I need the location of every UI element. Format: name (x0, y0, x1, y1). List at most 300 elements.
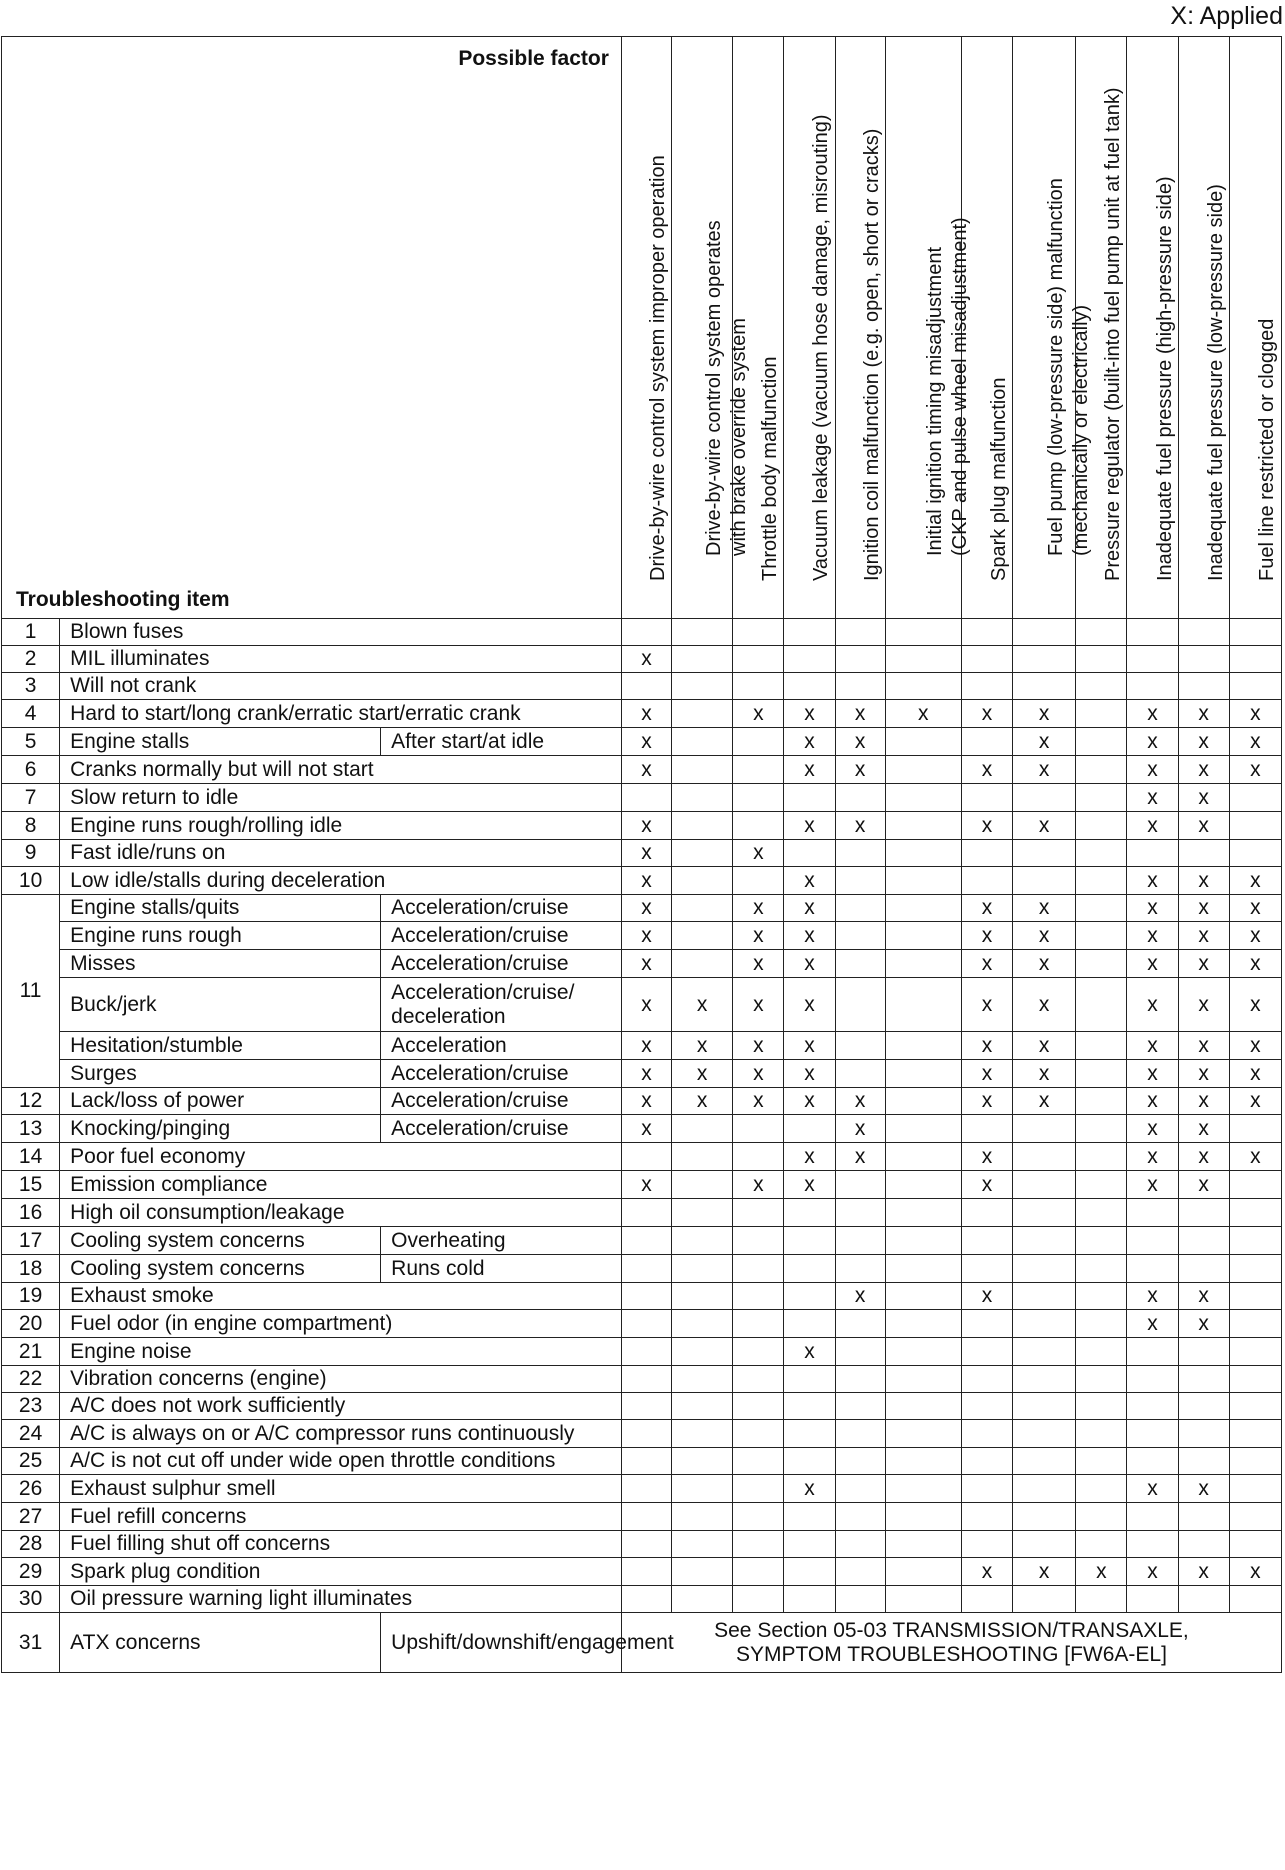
row-item: Slow return to idle (60, 784, 622, 812)
applied-mark: x (733, 1088, 784, 1115)
applied-mark: x (733, 840, 784, 867)
applied-mark (672, 1503, 733, 1531)
applied-mark: x (1013, 812, 1076, 840)
applied-mark: x (621, 840, 671, 867)
applied-mark: x (1127, 950, 1178, 978)
applied-mark (1178, 1531, 1229, 1558)
applied-mark: x (1127, 1171, 1178, 1199)
applied-mark (672, 673, 733, 700)
applied-mark: x (1229, 1143, 1281, 1171)
row-item: Cooling system concerns (60, 1227, 381, 1255)
applied-mark (733, 1255, 784, 1283)
applied-mark: x (1178, 784, 1229, 812)
row-number: 19 (2, 1283, 60, 1310)
applied-mark (672, 1448, 733, 1475)
row-item: Knocking/pinging (60, 1115, 381, 1143)
applied-mark (1229, 619, 1281, 646)
row-number: 22 (2, 1366, 60, 1393)
applied-mark (733, 1143, 784, 1171)
applied-mark: x (733, 950, 784, 978)
applied-mark (1127, 1199, 1178, 1227)
row-number: 1 (2, 619, 60, 646)
applied-mark (1178, 673, 1229, 700)
applied-mark (961, 646, 1012, 673)
applied-mark (733, 673, 784, 700)
table-row (2, 1199, 1282, 1227)
legend-applied: X: Applied (1170, 2, 1283, 30)
applied-mark (733, 646, 784, 673)
applied-mark (621, 1558, 671, 1586)
table-row (2, 1310, 1282, 1338)
applied-mark: x (1013, 756, 1076, 784)
row-number: 7 (2, 784, 60, 812)
applied-mark (1076, 1393, 1127, 1420)
applied-mark (885, 895, 961, 922)
factor-label: Drive-by-wire control system improper operation (647, 155, 670, 581)
table-row (2, 1088, 1282, 1115)
applied-mark: x (1178, 1060, 1229, 1088)
row-number: 27 (2, 1503, 60, 1531)
applied-mark (733, 1366, 784, 1393)
row-item: Fuel filling shut off concerns (60, 1531, 622, 1558)
applied-mark (961, 784, 1012, 812)
applied-mark (835, 1393, 885, 1420)
applied-mark (672, 1199, 733, 1227)
applied-mark: x (961, 756, 1012, 784)
applied-mark: x (784, 812, 835, 840)
applied-mark (1013, 1143, 1076, 1171)
applied-mark (1178, 1393, 1229, 1420)
applied-mark: x (1013, 950, 1076, 978)
applied-mark (621, 1143, 671, 1171)
row-number: 11 (2, 895, 60, 1088)
row-item: Exhaust smoke (60, 1283, 622, 1310)
applied-mark (672, 950, 733, 978)
applied-mark (961, 1531, 1012, 1558)
applied-mark (1013, 1420, 1076, 1448)
applied-mark (1229, 1199, 1281, 1227)
applied-mark: x (1127, 1143, 1178, 1171)
applied-mark: x (961, 1060, 1012, 1088)
applied-mark (961, 1586, 1012, 1613)
applied-mark (672, 1586, 733, 1613)
applied-mark: x (621, 700, 671, 728)
applied-mark (885, 978, 961, 1032)
factor-header (1178, 37, 1229, 619)
applied-mark (1229, 1448, 1281, 1475)
applied-mark (1127, 840, 1178, 867)
row-number: 31 (2, 1613, 60, 1673)
factor-label: Throttle body malfunction (759, 356, 782, 581)
row-item: Engine runs rough (60, 922, 381, 950)
applied-mark (784, 1115, 835, 1143)
applied-mark (1127, 1227, 1178, 1255)
applied-mark (621, 673, 671, 700)
applied-mark: x (1178, 867, 1229, 895)
applied-mark (672, 922, 733, 950)
applied-mark: x (1229, 756, 1281, 784)
applied-mark (835, 1366, 885, 1393)
factor-header (733, 37, 784, 619)
row-item: Poor fuel economy (60, 1143, 622, 1171)
row-condition: Acceleration/cruise (381, 1088, 622, 1115)
applied-mark (1076, 646, 1127, 673)
row-item: Cooling system concerns (60, 1255, 381, 1283)
applied-mark (672, 1227, 733, 1255)
applied-mark (1013, 1586, 1076, 1613)
applied-mark (1127, 673, 1178, 700)
applied-mark: x (621, 1088, 671, 1115)
applied-mark: x (1127, 1032, 1178, 1060)
applied-mark: x (1127, 700, 1178, 728)
applied-mark (784, 1558, 835, 1586)
applied-mark: x (733, 978, 784, 1032)
applied-mark (733, 1283, 784, 1310)
applied-mark (733, 784, 784, 812)
applied-mark (1076, 1032, 1127, 1060)
row-number: 9 (2, 840, 60, 867)
applied-mark (1229, 1255, 1281, 1283)
table-row (2, 1586, 1282, 1613)
applied-mark: x (1013, 700, 1076, 728)
applied-mark (961, 1338, 1012, 1366)
applied-mark (1127, 1338, 1178, 1366)
applied-mark (672, 784, 733, 812)
row-condition: Runs cold (381, 1255, 622, 1283)
applied-mark: x (621, 1060, 671, 1088)
applied-mark (835, 1060, 885, 1088)
applied-mark (885, 673, 961, 700)
applied-mark: x (621, 950, 671, 978)
row-condition: Acceleration/cruise (381, 1060, 622, 1088)
applied-mark (1076, 1199, 1127, 1227)
applied-mark (1013, 1199, 1076, 1227)
factor-label: Inadequate fuel pressure (high-pressure side) (1153, 176, 1176, 581)
applied-mark: x (784, 1032, 835, 1060)
applied-mark (1178, 1366, 1229, 1393)
applied-mark (885, 1255, 961, 1283)
applied-mark (1178, 1338, 1229, 1366)
see-section-note: See Section 05-03 TRANSMISSION/TRANSAXLE, SYMPTOM TROUBLESHOOTING [FW6A-EL] (621, 1613, 1281, 1673)
applied-mark: x (1229, 700, 1281, 728)
applied-mark (961, 673, 1012, 700)
applied-mark (1013, 1366, 1076, 1393)
applied-mark: x (784, 1475, 835, 1503)
applied-mark (885, 867, 961, 895)
applied-mark: x (835, 700, 885, 728)
applied-mark (885, 1475, 961, 1503)
applied-mark (621, 1199, 671, 1227)
applied-mark (1229, 1420, 1281, 1448)
applied-mark: x (784, 700, 835, 728)
row-item: Exhaust sulphur smell (60, 1475, 622, 1503)
row-condition: Acceleration/cruise (381, 895, 622, 922)
applied-mark (621, 1255, 671, 1283)
table-row (2, 756, 1282, 784)
applied-mark (835, 1255, 885, 1283)
applied-mark (885, 1338, 961, 1366)
applied-mark: x (784, 950, 835, 978)
row-number: 2 (2, 646, 60, 673)
applied-mark: x (1127, 756, 1178, 784)
row-number: 15 (2, 1171, 60, 1199)
applied-mark (1076, 812, 1127, 840)
factor-header (961, 37, 1012, 619)
applied-mark (621, 1393, 671, 1420)
applied-mark: x (1127, 1558, 1178, 1586)
applied-mark (1076, 840, 1127, 867)
applied-mark: x (1178, 1088, 1229, 1115)
factor-header (672, 37, 751, 619)
applied-mark (1076, 1420, 1127, 1448)
factor-label: Inadequate fuel pressure (low-pressure side) (1204, 184, 1227, 581)
applied-mark (733, 728, 784, 756)
row-item: High oil consumption/leakage (60, 1199, 622, 1227)
row-number: 14 (2, 1143, 60, 1171)
applied-mark: x (672, 978, 733, 1032)
table-row (2, 1143, 1282, 1171)
applied-mark (784, 673, 835, 700)
applied-mark (835, 978, 885, 1032)
applied-mark (1178, 1227, 1229, 1255)
applied-mark (621, 1531, 671, 1558)
applied-mark (835, 784, 885, 812)
applied-mark (733, 1310, 784, 1338)
row-condition: Acceleration/cruise (381, 922, 622, 950)
applied-mark: x (961, 895, 1012, 922)
applied-mark: x (835, 1115, 885, 1143)
applied-mark: x (733, 1060, 784, 1088)
applied-mark (885, 1227, 961, 1255)
applied-mark (885, 1032, 961, 1060)
factor-label: Spark plug malfunction (988, 377, 1010, 581)
applied-mark (672, 756, 733, 784)
applied-mark: x (961, 1088, 1012, 1115)
applied-mark (1013, 1255, 1076, 1283)
row-number: 20 (2, 1310, 60, 1338)
row-number: 12 (2, 1088, 60, 1115)
applied-mark (885, 756, 961, 784)
applied-mark (1229, 1366, 1281, 1393)
table-row (2, 950, 1282, 978)
table-row (2, 978, 1282, 1032)
row-item: Will not crank (60, 673, 622, 700)
applied-mark: x (1178, 1143, 1229, 1171)
applied-mark (1013, 840, 1076, 867)
row-condition: Overheating (381, 1227, 622, 1255)
applied-mark: x (1178, 1171, 1229, 1199)
row-number: 25 (2, 1448, 60, 1475)
applied-mark (672, 1171, 733, 1199)
table-row (2, 1032, 1282, 1060)
applied-mark (835, 673, 885, 700)
applied-mark (961, 1366, 1012, 1393)
applied-mark (1013, 619, 1076, 646)
factor-label: Vacuum leakage (vacuum hose damage, misrouting) (810, 114, 833, 581)
applied-mark (885, 1310, 961, 1338)
applied-mark: x (1127, 922, 1178, 950)
applied-mark (733, 1558, 784, 1586)
applied-mark: x (784, 756, 835, 784)
applied-mark: x (1127, 784, 1178, 812)
applied-mark (621, 1310, 671, 1338)
applied-mark (835, 646, 885, 673)
applied-mark (1013, 1338, 1076, 1366)
applied-mark (621, 1366, 671, 1393)
applied-mark: x (1229, 1032, 1281, 1060)
applied-mark (733, 1393, 784, 1420)
applied-mark (1229, 646, 1281, 673)
troubleshooting-table (1, 36, 1282, 1673)
applied-mark (885, 1283, 961, 1310)
applied-mark: x (1178, 1558, 1229, 1586)
applied-mark: x (621, 922, 671, 950)
applied-mark (1127, 1586, 1178, 1613)
table-row (2, 812, 1282, 840)
table-row (2, 1338, 1282, 1366)
applied-mark (885, 619, 961, 646)
applied-mark (1013, 1475, 1076, 1503)
applied-mark (961, 1227, 1012, 1255)
applied-mark (885, 1393, 961, 1420)
table-row (2, 1171, 1282, 1199)
applied-mark (733, 1475, 784, 1503)
applied-mark: x (621, 867, 671, 895)
applied-mark: x (961, 812, 1012, 840)
applied-mark: x (1229, 922, 1281, 950)
row-number: 23 (2, 1393, 60, 1420)
applied-mark: x (733, 700, 784, 728)
applied-mark: x (1013, 1088, 1076, 1115)
applied-mark: x (1178, 812, 1229, 840)
applied-mark (885, 1060, 961, 1088)
applied-mark (1076, 1338, 1127, 1366)
applied-mark (1013, 1283, 1076, 1310)
applied-mark: x (733, 895, 784, 922)
applied-mark (1229, 784, 1281, 812)
applied-mark (885, 1171, 961, 1199)
row-item: MIL illuminates (60, 646, 622, 673)
applied-mark: x (1013, 1060, 1076, 1088)
applied-mark (672, 1338, 733, 1366)
applied-mark (1076, 756, 1127, 784)
applied-mark (1076, 867, 1127, 895)
applied-mark: x (621, 895, 671, 922)
table-row (2, 1393, 1282, 1420)
row-number: 3 (2, 673, 60, 700)
applied-mark: x (1127, 1283, 1178, 1310)
factor-header (1013, 37, 1093, 619)
applied-mark (1127, 1393, 1178, 1420)
applied-mark (885, 1088, 961, 1115)
applied-mark (733, 1338, 784, 1366)
applied-mark: x (1127, 978, 1178, 1032)
applied-mark: x (835, 1088, 885, 1115)
applied-mark: x (1178, 700, 1229, 728)
applied-mark (1178, 1586, 1229, 1613)
row-number: 30 (2, 1586, 60, 1613)
applied-mark: x (1127, 867, 1178, 895)
applied-mark (961, 1420, 1012, 1448)
applied-mark (1229, 840, 1281, 867)
applied-mark (961, 840, 1012, 867)
applied-mark: x (784, 895, 835, 922)
applied-mark (835, 1531, 885, 1558)
applied-mark (835, 1199, 885, 1227)
applied-mark (1127, 1448, 1178, 1475)
applied-mark (1076, 1310, 1127, 1338)
applied-mark (784, 619, 835, 646)
applied-mark (733, 1448, 784, 1475)
row-item: Blown fuses (60, 619, 622, 646)
applied-mark (672, 700, 733, 728)
applied-mark (672, 1143, 733, 1171)
row-number: 21 (2, 1338, 60, 1366)
table-row (2, 1283, 1282, 1310)
applied-mark (1229, 1338, 1281, 1366)
applied-mark: x (1127, 1088, 1178, 1115)
applied-mark (885, 922, 961, 950)
applied-mark (621, 784, 671, 812)
row-item: Fuel refill concerns (60, 1503, 622, 1531)
factor-header (1127, 37, 1178, 619)
applied-mark (835, 1503, 885, 1531)
table-row (2, 895, 1282, 922)
applied-mark (835, 1171, 885, 1199)
applied-mark (1013, 1310, 1076, 1338)
applied-mark (835, 922, 885, 950)
applied-mark (672, 840, 733, 867)
applied-mark (961, 1115, 1012, 1143)
applied-mark (1076, 1143, 1127, 1171)
applied-mark: x (1127, 812, 1178, 840)
applied-mark (1127, 1366, 1178, 1393)
row-number: 8 (2, 812, 60, 840)
applied-mark (733, 1199, 784, 1227)
row-condition: Acceleration/cruise (381, 1115, 622, 1143)
applied-mark: x (621, 812, 671, 840)
applied-mark: x (672, 1032, 733, 1060)
applied-mark: x (1178, 1115, 1229, 1143)
row-item: Engine runs rough/rolling idle (60, 812, 622, 840)
applied-mark (1127, 1531, 1178, 1558)
applied-mark (961, 728, 1012, 756)
applied-mark: x (1178, 950, 1229, 978)
applied-mark (961, 1475, 1012, 1503)
row-item: Fuel odor (in engine compartment) (60, 1310, 622, 1338)
applied-mark: x (835, 756, 885, 784)
table-row (2, 646, 1282, 673)
applied-mark: x (1178, 895, 1229, 922)
applied-mark: x (961, 1283, 1012, 1310)
applied-mark (1229, 1115, 1281, 1143)
applied-mark (672, 619, 733, 646)
applied-mark (1076, 1227, 1127, 1255)
applied-mark (835, 619, 885, 646)
table-row (2, 922, 1282, 950)
applied-mark: x (961, 1171, 1012, 1199)
table-row (2, 673, 1282, 700)
applied-mark (1076, 1475, 1127, 1503)
applied-mark (1013, 1227, 1076, 1255)
applied-mark: x (784, 867, 835, 895)
applied-mark (733, 867, 784, 895)
applied-mark: x (1127, 1310, 1178, 1338)
row-item: Low idle/stalls during deceleration (60, 867, 622, 895)
applied-mark (1013, 1393, 1076, 1420)
row-item: Spark plug condition (60, 1558, 622, 1586)
row-item: Vibration concerns (engine) (60, 1366, 622, 1393)
